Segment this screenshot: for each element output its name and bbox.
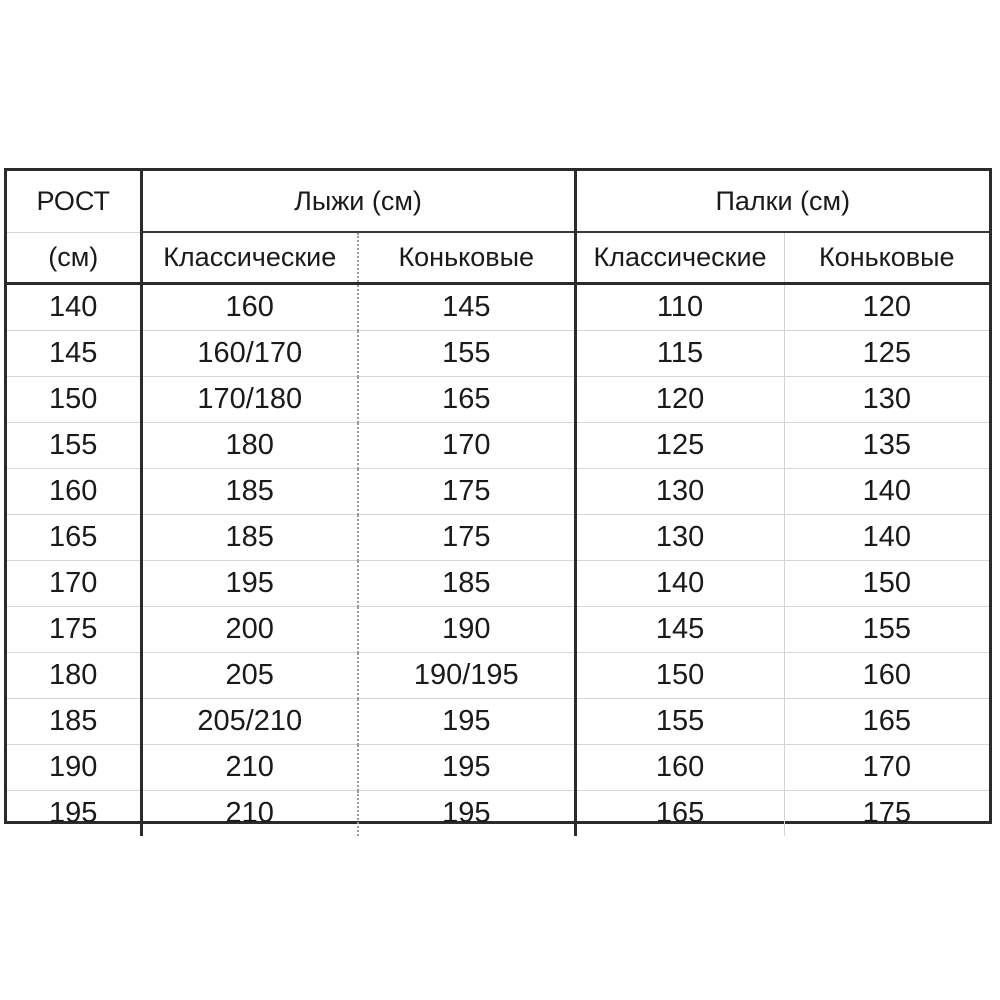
cell-skis-skate: 145	[358, 284, 575, 331]
cell-poles-skate: 130	[784, 377, 989, 423]
cell-poles-skate: 120	[784, 284, 989, 331]
cell-rost: 195	[7, 791, 141, 837]
cell-poles-classic: 110	[575, 284, 784, 331]
table-row	[7, 561, 989, 607]
cell-skis-classic: 180	[141, 423, 358, 469]
cell-skis-classic: 205/210	[141, 699, 358, 745]
header-rost: РОСТ	[7, 171, 141, 232]
header-skis: Лыжи (см)	[141, 171, 575, 232]
cell-skis-classic: 200	[141, 607, 358, 653]
cell-rost: 160	[7, 469, 141, 515]
header-poles-classic: Классические	[575, 232, 784, 284]
cell-poles-classic: 130	[575, 469, 784, 515]
header-row-1	[7, 171, 989, 232]
header-poles-skate: Коньковые	[784, 232, 989, 284]
table-row	[7, 607, 989, 653]
cell-poles-classic: 125	[575, 423, 784, 469]
cell-poles-classic: 115	[575, 331, 784, 377]
cell-rost: 155	[7, 423, 141, 469]
cell-skis-classic: 160/170	[141, 331, 358, 377]
cell-skis-classic: 195	[141, 561, 358, 607]
cell-skis-classic: 170/180	[141, 377, 358, 423]
table-row	[7, 377, 989, 423]
cell-skis-skate: 190	[358, 607, 575, 653]
header-skis-skate: Коньковые	[358, 232, 575, 284]
cell-rost: 165	[7, 515, 141, 561]
header-poles: Палки (см)	[575, 171, 989, 232]
cell-rost: 180	[7, 653, 141, 699]
cell-rost: 185	[7, 699, 141, 745]
cell-rost: 175	[7, 607, 141, 653]
cell-poles-skate: 160	[784, 653, 989, 699]
table-row	[7, 699, 989, 745]
cell-skis-classic: 205	[141, 653, 358, 699]
cell-poles-skate: 140	[784, 469, 989, 515]
cell-skis-classic: 210	[141, 745, 358, 791]
cell-rost: 145	[7, 331, 141, 377]
cell-poles-skate: 150	[784, 561, 989, 607]
cell-skis-skate: 175	[358, 469, 575, 515]
cell-skis-classic: 210	[141, 791, 358, 837]
table-row	[7, 791, 989, 837]
table-row	[7, 423, 989, 469]
size-table-grid	[7, 171, 989, 836]
cell-poles-skate: 175	[862, 797, 911, 829]
cell-skis-skate: 170	[358, 423, 575, 469]
cell-poles-skate: 170	[784, 745, 989, 791]
cell-skis-skate: 195	[358, 699, 575, 745]
cell-skis-skate: 190/195	[358, 653, 575, 699]
cell-skis-skate: 165	[358, 377, 575, 423]
cell-poles-classic: 165	[575, 791, 784, 837]
cell-skis-skate: 175	[358, 515, 575, 561]
cell-skis-skate: 195	[358, 791, 575, 837]
cell-poles-skate: 125	[784, 331, 989, 377]
cell-skis-skate: 155	[358, 331, 575, 377]
cell-skis-skate: 195	[358, 745, 575, 791]
header-row-2	[7, 232, 989, 284]
cell-poles-skate: 165	[784, 699, 989, 745]
cell-skis-classic: 185	[141, 469, 358, 515]
cell-skis-classic: 185	[141, 515, 358, 561]
cell-skis-skate: 185	[358, 561, 575, 607]
cell-poles-classic: 155	[575, 699, 784, 745]
table-row	[7, 284, 989, 331]
cell-rost: 190	[7, 745, 141, 791]
cell-poles-classic: 140	[575, 561, 784, 607]
header-skis-classic: Классические	[141, 232, 358, 284]
size-table	[4, 168, 992, 829]
cell-poles-classic: 130	[575, 515, 784, 561]
header-unit: (см)	[7, 232, 141, 284]
cell-poles-classic: 160	[575, 745, 784, 791]
cell-poles-skate: 140	[784, 515, 989, 561]
table-row	[7, 331, 989, 377]
table-row	[7, 745, 989, 791]
cell-skis-classic: 160	[141, 284, 358, 331]
cell-poles-classic: 145	[575, 607, 784, 653]
table-row	[7, 653, 989, 699]
cell-poles-skate: 135	[784, 423, 989, 469]
cell-poles-skate: 155	[784, 607, 989, 653]
cell-rost: 150	[7, 377, 141, 423]
table-row	[7, 515, 989, 561]
cell-poles-classic: 150	[575, 653, 784, 699]
table-row	[7, 469, 989, 515]
cell-rost: 170	[7, 561, 141, 607]
cell-poles-classic: 120	[575, 377, 784, 423]
cell-rost: 140	[7, 284, 141, 331]
